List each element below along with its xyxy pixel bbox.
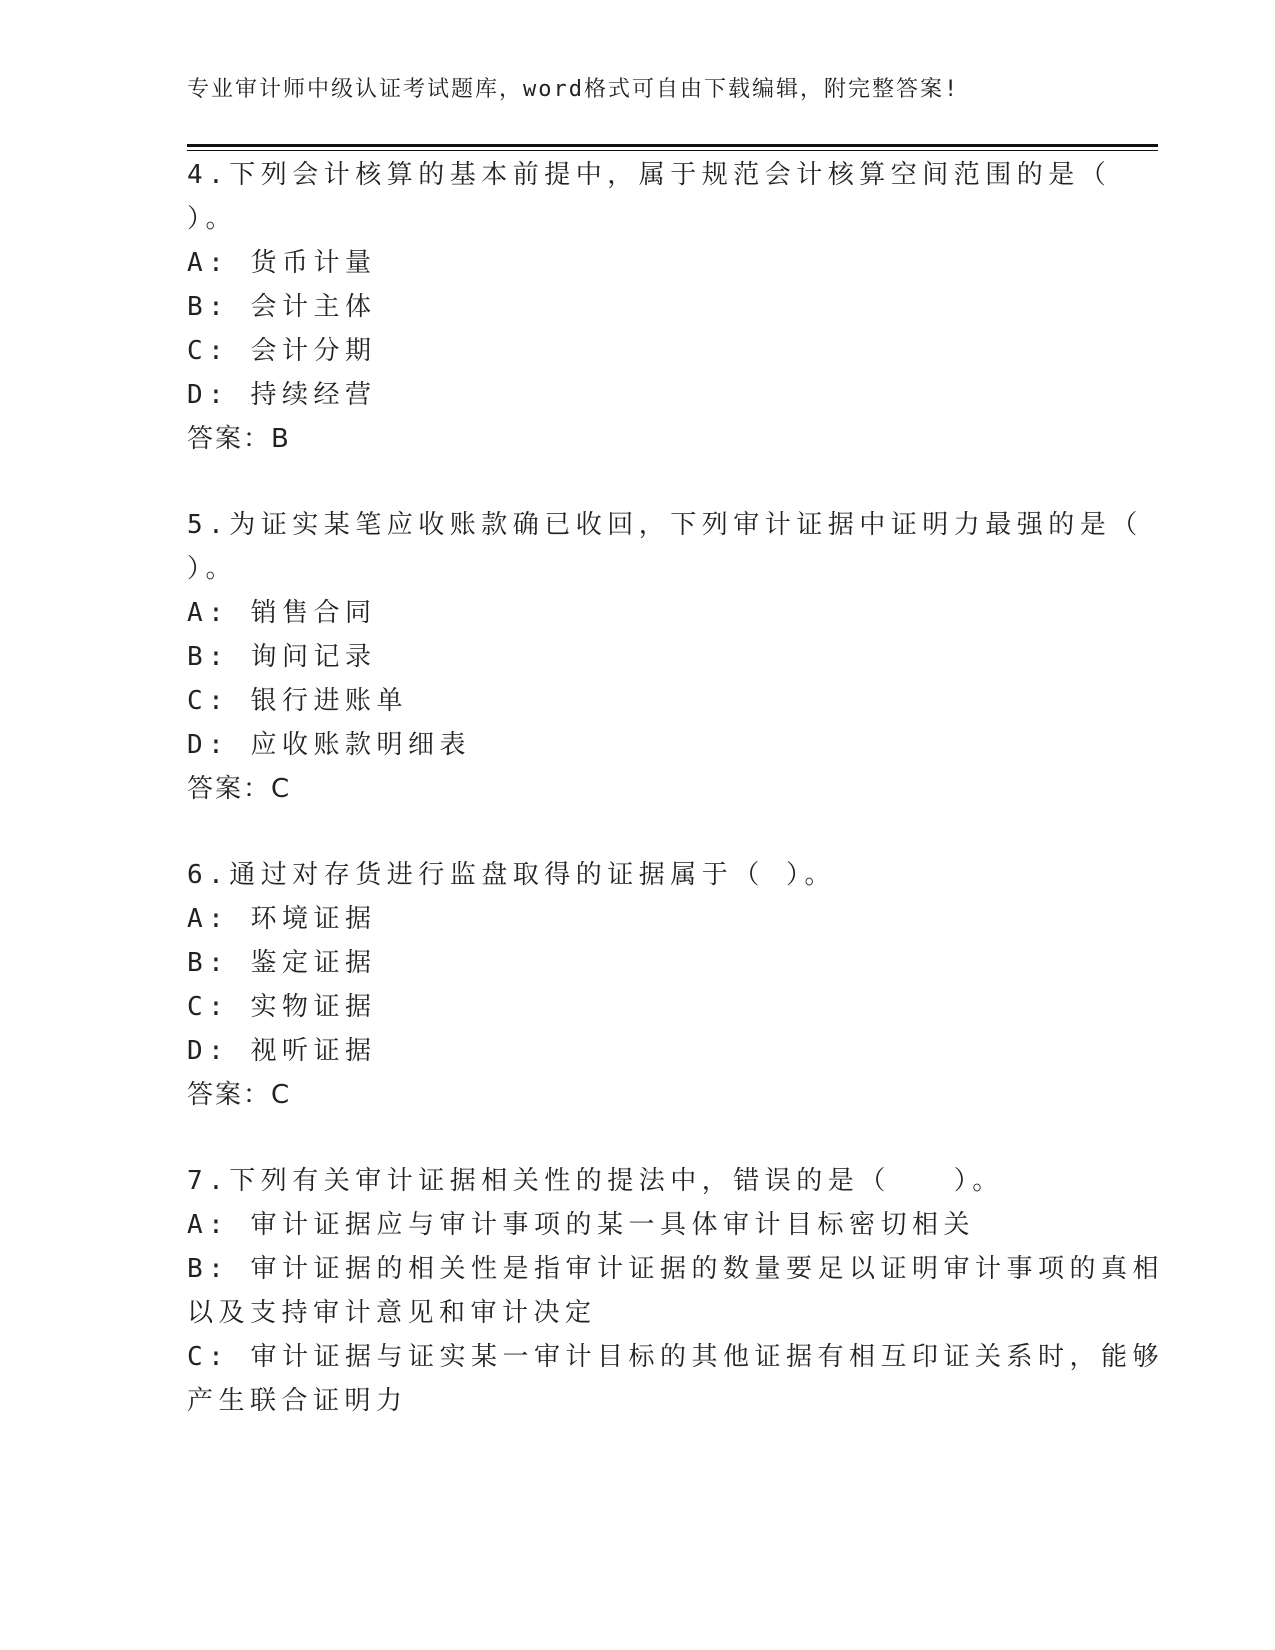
question-6-option-a: A: 环境证据: [187, 904, 377, 934]
question-6-answer: 答案：C: [187, 1080, 292, 1110]
question-4-option-d: D: 持续经营: [187, 380, 377, 410]
question-5-option-c: C: 银行进账单: [187, 686, 408, 716]
page-header: 专业审计师中级认证考试题库，word格式可自由下载编辑，附完整答案!: [187, 77, 960, 102]
question-5-stem: 5.为证实某笔应收账款确已收回，下列审计证据中证明力最强的是（: [187, 510, 1143, 540]
question-6-option-c: C: 实物证据: [187, 992, 377, 1022]
question-5-option-a: A: 销售合同: [187, 598, 377, 628]
question-4-option-b: B: 会计主体: [187, 292, 377, 322]
question-5-stem-cont: ）。: [187, 554, 238, 584]
question-4-stem: 4.下列会计核算的基本前提中，属于规范会计核算空间范围的是（: [187, 160, 1112, 190]
question-7-option-c-cont: 产生联合证明力: [187, 1386, 408, 1416]
question-6-option-b: B: 鉴定证据: [187, 948, 377, 978]
question-7-option-b: B: 审计证据的相关性是指审计证据的数量要足以证明审计事项的真相: [187, 1254, 1164, 1284]
question-5-option-b: B: 询问记录: [187, 642, 377, 672]
question-6-option-d: D: 视听证据: [187, 1036, 377, 1066]
question-4-answer: 答案：B: [187, 424, 291, 454]
header-rule-thick: [187, 144, 1158, 147]
question-6-stem: 6.通过对存货进行监盘取得的证据属于（ ）。: [187, 860, 836, 890]
question-7-option-c: C: 审计证据与证实某一审计目标的其他证据有相互印证关系时，能够: [187, 1342, 1164, 1372]
question-5-answer: 答案：C: [187, 774, 292, 804]
question-7-option-b-cont: 以及支持审计意见和审计决定: [187, 1298, 597, 1328]
header-rule-thin: [187, 150, 1158, 151]
question-4-stem-cont: ）。: [187, 204, 238, 234]
question-5-option-d: D: 应收账款明细表: [187, 730, 471, 760]
question-4-option-a: A: 货币计量: [187, 248, 377, 278]
question-7-stem: 7.下列有关审计证据相关性的提法中，错误的是（ ）。: [187, 1166, 1004, 1196]
question-7-option-a: A: 审计证据应与审计事项的某一具体审计目标密切相关: [187, 1210, 975, 1240]
question-4-option-c: C: 会计分期: [187, 336, 377, 366]
